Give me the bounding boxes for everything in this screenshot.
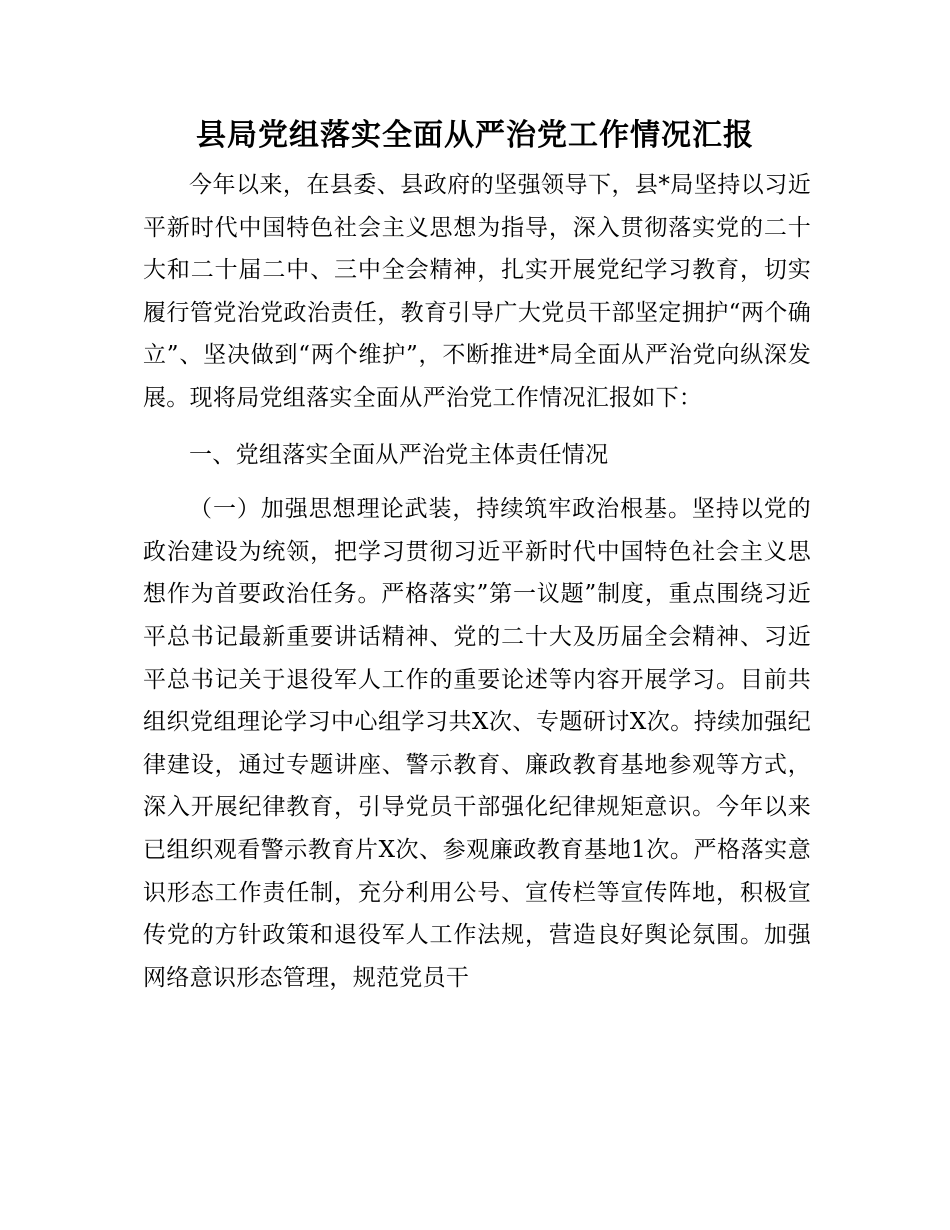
document-body (143, 164, 811, 999)
intro-paragraph: 今年以来，在县委、县政府的坚强领导下，县*局坚持以习近平新时代中国特色社会主义思想为指导，深入贯彻落实党的二十大和二十届二中、三中全会精神，扎实开展党纪学习教育，切实履行管党治党政治责任，教育引导广大党员干部坚定拥护“两个确立”、坚决做到“两个维护”，不断推进*局全面从严治党向纵深发展。现将局党组落实全面从严治党工作情况汇报如下： (143, 172, 811, 411)
document-title: 县局党组落实全面从严治党工作情况汇报 (196, 118, 754, 153)
section-heading: 一、党组落实全面从严治党主体责任情况 (189, 441, 609, 468)
section-paragraph: （一）加强思想理论武装，持续筑牢政治根基。坚持以党的政治建设为统领，把学习贯彻习近平新时代中国特色社会主义思想作为首要政治任务。严格落实”第一议题”制度，重点围绕习近平总书记最新重要讲话精神、党的二十大及历届全会精神、习近平总书记关于退役军人工作的重要论述等内容开展学习。目前共组织党组理论学习中心组学习共X次、专题研讨X次。持续加强纪律建设，通过专题讲座、警示教育、廉政教育基地参观等方式，深入开展纪律教育，引导党员干部强化纪律规矩意识。今年以来已组织观看警示教育片X次、参观廉政教育基地1次。严格落实意识形态工作责任制，充分利用公号、宣传栏等宣传阵地，积极宣传党的方针政策和退役军人工作法规，营造良好舆论氛围。加强网络意识形态管理，规范党员干 (143, 496, 811, 991)
